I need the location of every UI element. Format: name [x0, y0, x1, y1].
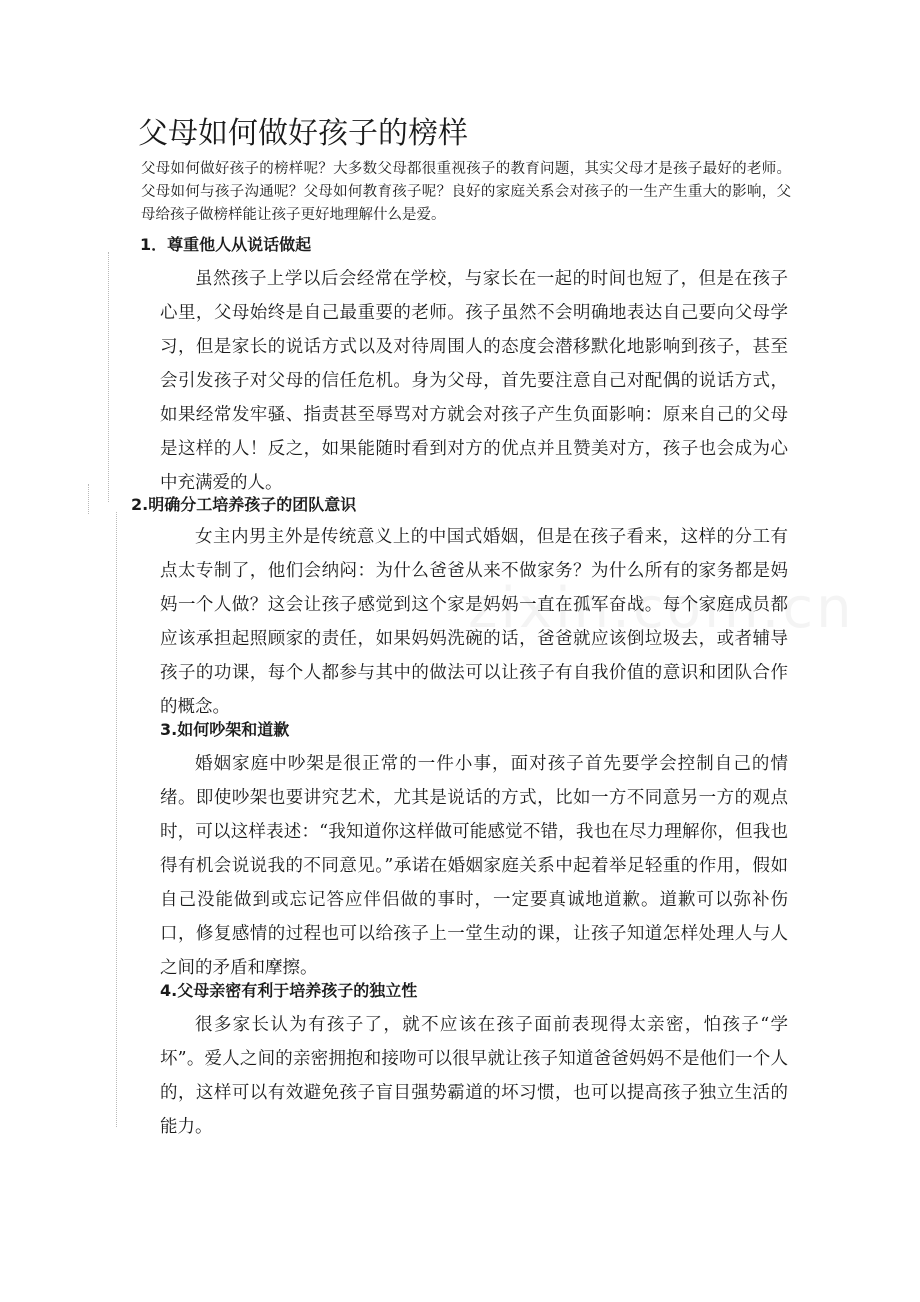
section-heading-4: 4.父母亲密有利于培养孩子的独立性 [160, 981, 418, 1000]
margin-dotted-rule [88, 484, 89, 514]
section-heading-3: 3.如何吵架和道歉 [160, 720, 290, 739]
margin-dotted-rule [116, 512, 117, 1127]
document-title: 父母如何做好孩子的榜样 [138, 116, 468, 151]
margin-dotted-rule [108, 252, 109, 502]
section-heading-2: 2.明确分工培养孩子的团队意识 [131, 495, 357, 514]
section-body-3: 婚姻家庭中吵架是很正常的一件小事，面对孩子首先要学会控制自己的情绪。即使吵架也要讲究艺术，尤其是说话的方式，比如一方不同意另一方的观点时，可以这样表述：“我知道你这样做可能感觉不错，我也在尽力理解你，但我也得有机会说说我的不同意见。”承诺在婚姻家庭关系中起着举足轻重的作用，假如自己没能做到或忘记答应伴侣做的事时，一定要真诚地道歉。道歉可以弥补伤口，修复感情的过程也可以给孩子上一堂生动的课，让孩子知道怎样处理人与人之间的矛盾和摩擦。 [160, 754, 788, 978]
section-heading-1: 1．尊重他人从说话做起 [140, 235, 312, 254]
intro-paragraph: 父母如何做好孩子的榜样呢？大多数父母都很重视孩子的教育问题，其实父母才是孩子最好的老师。父母如何与孩子沟通呢？父母如何教育孩子呢？良好的家庭关系会对孩子的一生产生重大的影响，父母给孩子做榜样能让孩子更好地理解什么是爱。 [141, 161, 791, 223]
section-body-4: 很多家长认为有孩子了，就不应该在孩子面前表现得太亲密，怕孩子“学坏”。爱人之间的亲密拥抱和接吻可以很早就让孩子知道爸爸妈妈不是他们一个人的，这样可以有效避免孩子盲目强势霸道的坏习惯，也可以提高孩子独立生活的能力。 [160, 1015, 788, 1137]
section-body-2: 女主内男主外是传统意义上的中国式婚姻，但是在孩子看来，这样的分工有点太专制了，他们会纳闷：为什么爸爸从来不做家务？为什么所有的家务都是妈妈一个人做？这会让孩子感觉到这个家是妈妈一直在孤军奋战。每个家庭成员都应该承担起照顾家的责任，如果妈妈洗碗的话，爸爸就应该倒垃圾去，或者辅导孩子的功课，每个人都参与其中的做法可以让孩子有自我价值的意识和团队合作的概念。 [160, 527, 788, 717]
section-body-1: 虽然孩子上学以后会经常在学校，与家长在一起的时间也短了，但是在孩子心里，父母始终是自己最重要的老师。孩子虽然不会明确地表达自己要向父母学习，但是家长的说话方式以及对待周围人的态度会潜移默化地影响到孩子，甚至会引发孩子对父母的信任危机。身为父母，首先要注意自己对配偶的说话方式，如果经常发牢骚、指责甚至辱骂对方就会对孩子产生负面影响：原来自己的父母是这样的人！反之，如果能随时看到对方的优点并且赞美对方，孩子也会成为心中充满爱的人。 [160, 269, 788, 493]
